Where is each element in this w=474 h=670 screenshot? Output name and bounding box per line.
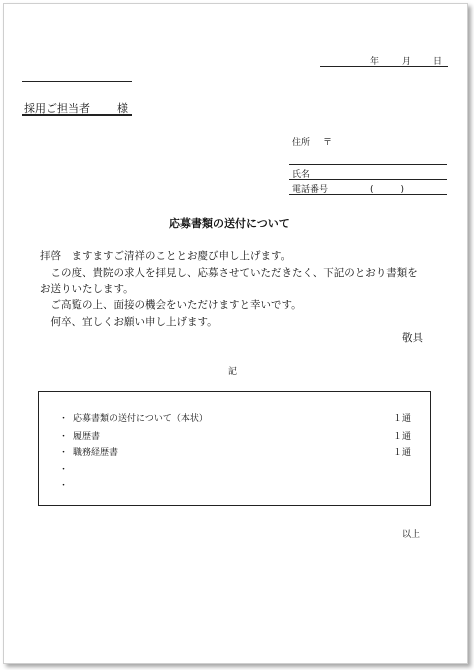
bullet-icon: ・ bbox=[59, 414, 69, 424]
body-line-2: この度、貴院の求人を拝見し、応募させていただきたく、下記のとおり書類を bbox=[40, 267, 418, 279]
body-line-1: 拝啓 ますますご清祥のこととお慶び申し上げます。 bbox=[40, 250, 292, 262]
postal-mark: 〒 bbox=[323, 138, 333, 148]
name-label: 氏名 bbox=[292, 170, 311, 180]
date-day: 日 bbox=[433, 57, 443, 67]
bullet-icon: ・ bbox=[59, 481, 69, 491]
bullet-icon: ・ bbox=[59, 432, 69, 442]
ijo-closing: 以上 bbox=[402, 530, 421, 540]
address-label: 住所 bbox=[292, 138, 311, 148]
enclosure-label: 応募書類の送付について（本状） bbox=[73, 414, 208, 424]
address-line bbox=[289, 164, 447, 165]
enclosure-item bbox=[59, 445, 118, 458]
enclosure-label: 職務経歴書 bbox=[73, 448, 119, 458]
name-line bbox=[289, 179, 447, 180]
bullet-icon: ・ bbox=[59, 465, 69, 475]
recipient-underline bbox=[22, 114, 132, 116]
phone-label: 電話番号 bbox=[292, 185, 329, 195]
ki-heading: 記 bbox=[228, 367, 238, 377]
enclosure-item bbox=[59, 411, 208, 424]
enclosure-box bbox=[38, 391, 431, 506]
body-line-5: 何卒、宜しくお願い申し上げます。 bbox=[40, 316, 218, 328]
enclosure-count: １通 bbox=[393, 448, 412, 458]
recipient-top-line bbox=[22, 81, 132, 82]
recipient-honorific: 様 bbox=[117, 102, 128, 115]
recipient-name: 採用ご担当者 bbox=[24, 102, 90, 115]
letter-title: 応募書類の送付について bbox=[169, 217, 290, 230]
body-line-4: ご高覧の上、面接の機会をいただけますと幸いです。 bbox=[40, 299, 302, 311]
enclosure-label: 履歴書 bbox=[73, 432, 101, 442]
enclosure-count: １通 bbox=[393, 432, 412, 442]
enclosure-count: １通 bbox=[393, 414, 412, 424]
closing-keigu: 敬具 bbox=[402, 332, 423, 344]
phone-line bbox=[289, 194, 447, 195]
enclosure-item bbox=[59, 429, 100, 442]
bullet-icon: ・ bbox=[59, 448, 69, 458]
date-underline bbox=[320, 66, 448, 67]
enclosure-item bbox=[59, 462, 73, 475]
date-month: 月 bbox=[402, 57, 412, 67]
date-year: 年 bbox=[370, 57, 380, 67]
phone-parens: ( ) bbox=[370, 185, 405, 195]
enclosure-item bbox=[59, 478, 73, 491]
body-line-3: お送りいたします。 bbox=[40, 283, 134, 295]
